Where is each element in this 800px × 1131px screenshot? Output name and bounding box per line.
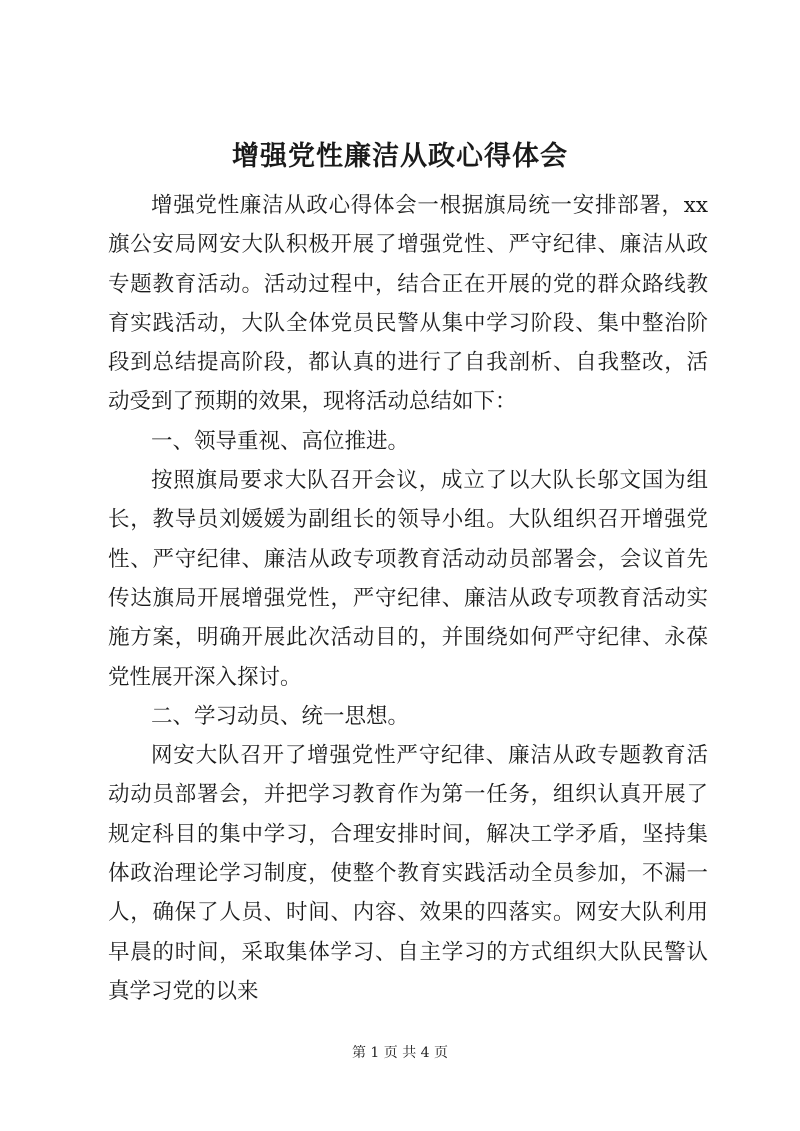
document-title: 增强党性廉洁从政心得体会 [232, 141, 568, 172]
paragraph-section-2: 网安大队召开了增强党性严守纪律、廉洁从政专题教育活动动员部署会，并把学习教育作为第一任务，组织认真开展了规定科目的集中学习，合理安排时间，解决工学矛盾，坚持集体政治理论学习制度，使整个教育实践活动全员参加，不漏一人，确保了人员、时间、内容、效果的四落实。网安大队利用早晨的时间，采取集体学习、自主学习的方式组织大队民警认真学习党的以来 [108, 743, 708, 1004]
paragraph-section-1: 按照旗局要求大队召开会议，成立了以大队长邬文国为组长，教导员刘媛媛为副组长的领导小组。大队组织召开增强党性、严守纪律、廉洁从政专项教育活动动员部署会，会议首先传达旗局开展增强党性，严守纪律、廉洁从政专项教育活动实施方案，明确开展此次活动目的，并围绕如何严守纪律、永葆党性展开深入探讨。 [108, 468, 708, 690]
document-body [108, 186, 708, 1011]
paragraph-intro: 增强党性廉洁从政心得体会一根据旗局统一安排部署，xx旗公安局网安大队积极开展了增强党性、严守纪律、廉洁从政专题教育活动。活动过程中，结合正在开展的党的群众路线教育实践活动，大队全体党员民警从集中学习阶段、集中整治阶段到总结提高阶段，都认真的进行了自我剖析、自我整改，活动受到了预期的效果，现将活动总结如下： [108, 193, 708, 415]
section-heading-1: 一、领导重视、高位推进。 [151, 428, 410, 454]
section-heading-2: 二、学习动员、统一思想。 [151, 703, 410, 729]
page-footer: 第 1 页 共 4 页 [351, 1045, 449, 1061]
